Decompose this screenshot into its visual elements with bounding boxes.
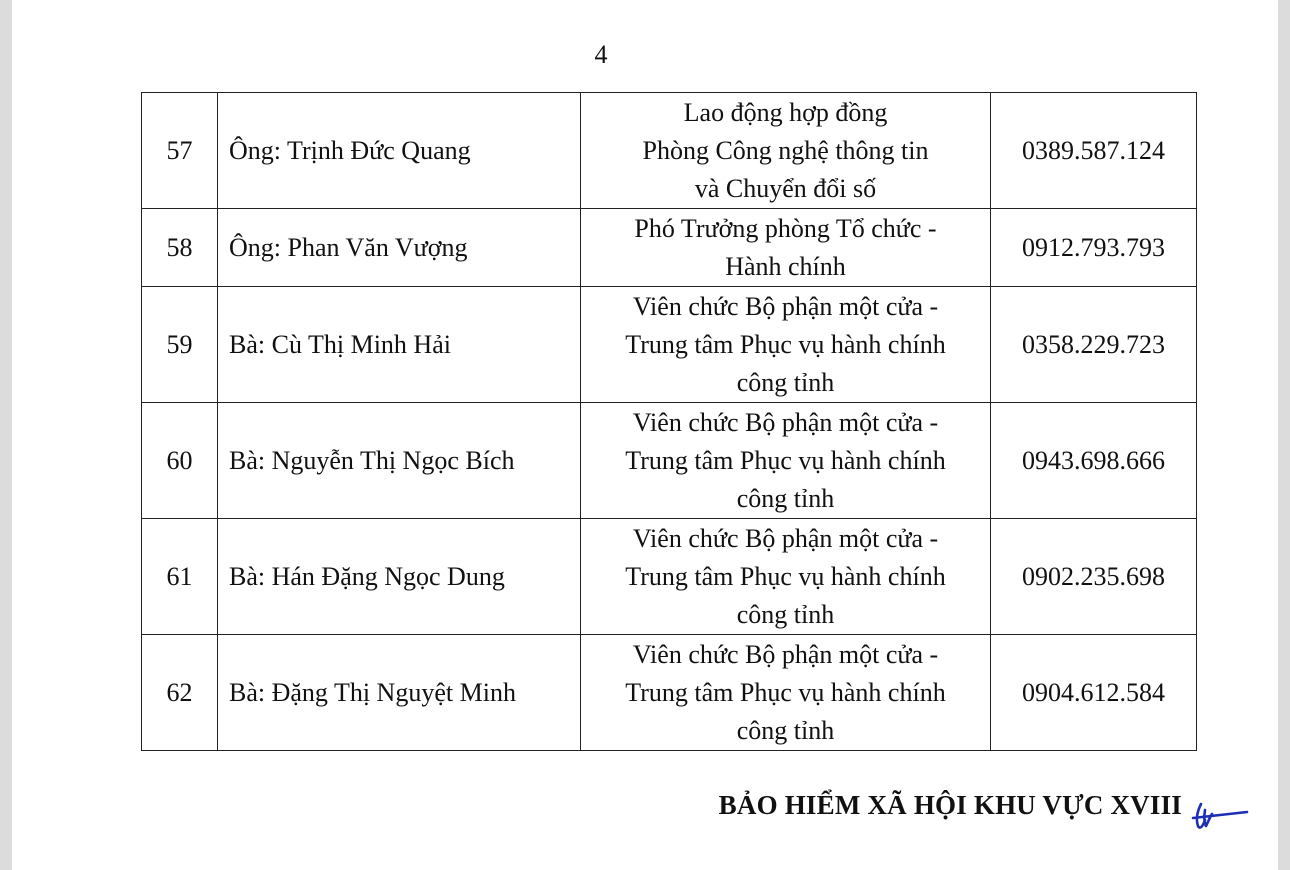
document-page <box>12 0 1278 870</box>
person-role <box>581 403 991 519</box>
phone-number: 0912.793.793 <box>991 209 1197 287</box>
staff-contact-table <box>141 92 1197 751</box>
role-line: Viên chức Bộ phận một cửa - <box>632 523 939 553</box>
role-line: công tỉnh <box>736 367 835 397</box>
person-name: Bà: Đặng Thị Nguyệt Minh <box>218 635 581 751</box>
table-row <box>142 209 1197 287</box>
table-row <box>142 287 1197 403</box>
role-line: công tỉnh <box>736 599 835 629</box>
role-line: Trung tâm Phục vụ hành chính <box>625 561 946 591</box>
person-name: Ông: Trịnh Đức Quang <box>218 93 581 209</box>
person-role <box>581 635 991 751</box>
row-number: 59 <box>142 287 218 403</box>
role-line: Trung tâm Phục vụ hành chính <box>625 445 946 475</box>
table-row <box>142 519 1197 635</box>
person-name: Bà: Cù Thị Minh Hải <box>218 287 581 403</box>
role-line: Phòng Công nghệ thông tin <box>642 135 929 165</box>
phone-number: 0358.229.723 <box>991 287 1197 403</box>
page-number: 4 <box>594 40 608 69</box>
phone-number: 0904.612.584 <box>991 635 1197 751</box>
phone-number: 0902.235.698 <box>991 519 1197 635</box>
person-role <box>581 287 991 403</box>
role-line: Viên chức Bộ phận một cửa - <box>632 639 939 669</box>
person-role <box>581 519 991 635</box>
role-line: Trung tâm Phục vụ hành chính <box>625 677 946 707</box>
role-line: và Chuyển đổi số <box>694 173 877 203</box>
person-name: Bà: Nguyễn Thị Ngọc Bích <box>218 403 581 519</box>
role-line: công tỉnh <box>736 483 835 513</box>
role-line: Lao động hợp đồng <box>683 97 888 127</box>
role-line: Trung tâm Phục vụ hành chính <box>625 329 946 359</box>
row-number: 57 <box>142 93 218 209</box>
signature-stroke <box>1193 804 1247 828</box>
table-row <box>142 635 1197 751</box>
role-line: Viên chức Bộ phận một cửa - <box>632 291 939 321</box>
person-role <box>581 93 991 209</box>
phone-number: 0389.587.124 <box>991 93 1197 209</box>
phone-number: 0943.698.666 <box>991 403 1197 519</box>
row-number: 61 <box>142 519 218 635</box>
signature-mark <box>1187 796 1249 836</box>
role-line: Viên chức Bộ phận một cửa - <box>632 407 939 437</box>
role-line: công tỉnh <box>736 715 835 745</box>
table-row <box>142 93 1197 209</box>
row-number: 62 <box>142 635 218 751</box>
person-role <box>581 209 991 287</box>
row-number: 60 <box>142 403 218 519</box>
role-line: Hành chính <box>725 251 846 281</box>
person-name: Bà: Hán Đặng Ngọc Dung <box>218 519 581 635</box>
organization-name: BẢO HIỂM XÃ HỘI KHU VỰC XVIII <box>718 790 1182 820</box>
row-number: 58 <box>142 209 218 287</box>
role-line: Phó Trưởng phòng Tổ chức - <box>634 213 937 243</box>
table-row <box>142 403 1197 519</box>
person-name: Ông: Phan Văn Vượng <box>218 209 581 287</box>
